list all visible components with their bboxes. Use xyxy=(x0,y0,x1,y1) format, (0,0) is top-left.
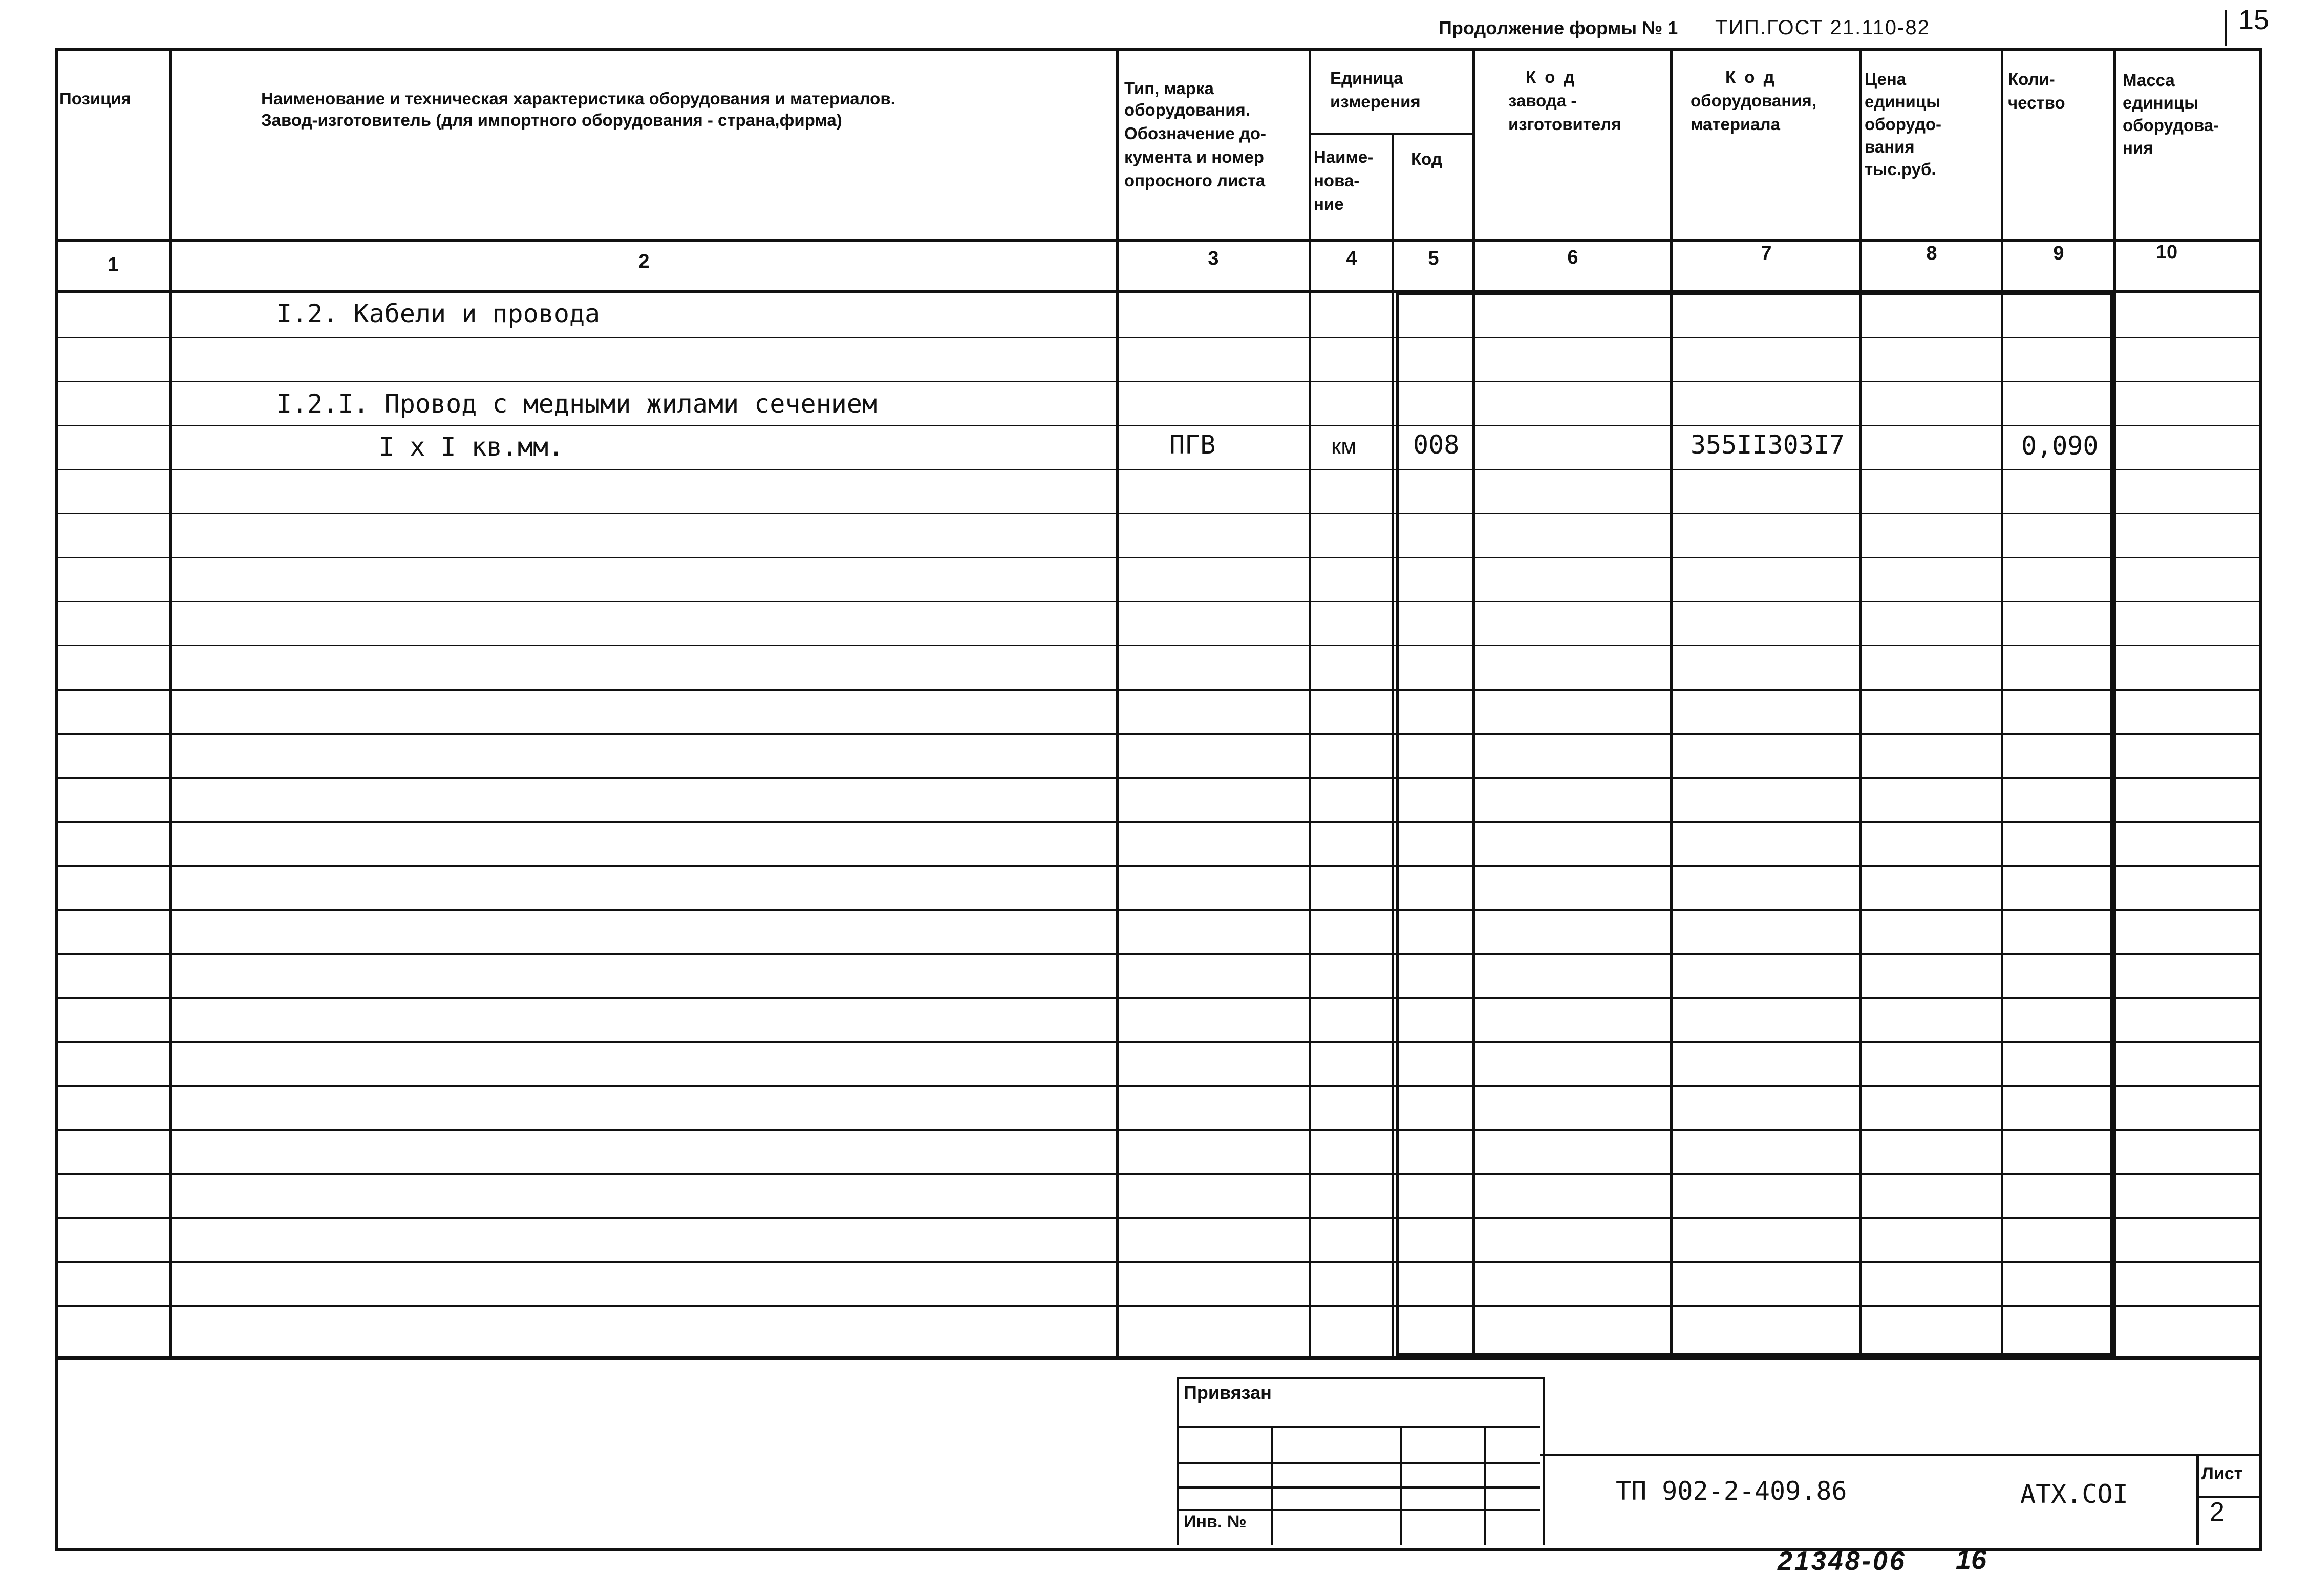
row-line xyxy=(55,733,2260,735)
col4-header-l1: Наиме- xyxy=(1314,147,1374,166)
col3-header-l3: Обозначение до- xyxy=(1124,124,1266,143)
header-bottom xyxy=(55,239,2260,242)
col8-header-l2: единицы xyxy=(1865,92,1941,111)
sheet-label: Лист xyxy=(2201,1464,2243,1483)
row-line xyxy=(55,777,2260,779)
col-line-2 xyxy=(1116,48,1119,1357)
row-line xyxy=(55,1261,2260,1263)
col6-header-l3: изготовителя xyxy=(1508,115,1621,134)
footer-page: 16 xyxy=(1956,1544,1987,1575)
stamp-v2 xyxy=(1400,1426,1402,1545)
row-line xyxy=(55,997,2260,999)
doc-number: ТП 902-2-409.86 xyxy=(1616,1476,1847,1506)
row-line xyxy=(55,1129,2260,1131)
col6-header-l2: завода - xyxy=(1508,91,1577,110)
privyazan-label: Привязан xyxy=(1184,1382,1272,1403)
col-num-7: 7 xyxy=(1761,243,1772,264)
col-line-3 xyxy=(1309,48,1311,1357)
row-line xyxy=(55,513,2260,514)
col10-header-l1: Масса xyxy=(2123,71,2175,90)
col7-header-l2: оборудования, xyxy=(1691,91,1816,110)
col5-header: Код xyxy=(1411,149,1442,168)
col4-header-l3: ние xyxy=(1314,195,1344,213)
number-row-bottom xyxy=(55,290,2260,293)
col-num-8: 8 xyxy=(1926,243,1937,264)
item-name-line1: I.2.I. Провод с медными жилами сечением xyxy=(276,389,878,419)
form-standard: ТИП.ГОСТ 21.110-82 xyxy=(1715,16,1930,39)
unit-divider xyxy=(1309,133,1473,135)
inv-label: Инв. № xyxy=(1184,1512,1247,1532)
row-line xyxy=(55,1305,2260,1307)
stamp-v1 xyxy=(1271,1426,1273,1545)
col10-header-l2: единицы xyxy=(2123,93,2199,112)
item-unit-code: 008 xyxy=(1413,430,1460,460)
col10-header-l4: ния xyxy=(2123,138,2153,157)
col8-header-l4: вания xyxy=(1865,137,1915,156)
row-line xyxy=(55,645,2260,646)
col4-header-l2: нова- xyxy=(1314,171,1360,190)
col9-header-l1: Коли- xyxy=(2008,70,2055,89)
row-line xyxy=(55,469,2260,470)
row-line xyxy=(55,865,2260,867)
row-line xyxy=(55,1085,2260,1087)
row-line xyxy=(55,821,2260,823)
col9-header-l2: чество xyxy=(2008,93,2065,112)
row-line xyxy=(55,381,2260,382)
unit-header-l2: измерения xyxy=(1330,92,1421,111)
row-line xyxy=(55,953,2260,955)
page-corner-number: 15 xyxy=(2238,5,2270,35)
col6-header-l1: К о д xyxy=(1526,68,1577,87)
col-num-5: 5 xyxy=(1428,248,1439,269)
col1-header: Позиция xyxy=(59,89,131,108)
row-line xyxy=(55,1173,2260,1175)
archive-number: 21348-06 xyxy=(1778,1546,1907,1576)
item-material-code: 355II303I7 xyxy=(1691,430,1845,460)
item-unit: км xyxy=(1331,434,1357,459)
doc-code: АТХ.СОI xyxy=(2020,1479,2128,1509)
col8-header-l5: тыс.руб. xyxy=(1865,160,1936,179)
col3-header-l5: опросного листа xyxy=(1124,171,1266,190)
row-line xyxy=(55,909,2260,911)
section-title: I.2. Кабели и провода xyxy=(276,299,601,329)
col-num-1: 1 xyxy=(108,254,119,275)
row-line xyxy=(55,1217,2260,1219)
col-num-9: 9 xyxy=(2053,243,2064,264)
form-continuation: Продолжение формы № 1 xyxy=(1439,17,1678,38)
col-num-3: 3 xyxy=(1208,248,1219,269)
col-num-10: 10 xyxy=(2155,242,2178,263)
row-line xyxy=(55,337,2260,338)
col3-header-l2: оборудования. xyxy=(1124,100,1250,119)
item-type: ПГВ xyxy=(1169,430,1216,460)
sheet-box-h xyxy=(2196,1496,2260,1498)
table-bottom xyxy=(55,1356,2260,1360)
sheet-box-line xyxy=(2196,1454,2199,1545)
col8-header-l1: Цена xyxy=(1865,70,1907,89)
col3-header-l4: кумента и номер xyxy=(1124,147,1264,166)
col-num-2: 2 xyxy=(638,251,650,272)
col-num-6: 6 xyxy=(1567,247,1578,268)
row-line xyxy=(55,689,2260,691)
row-line xyxy=(55,425,2260,426)
row-line xyxy=(55,557,2260,558)
col3-header-l1: Тип, марка xyxy=(1124,79,1214,98)
row-line xyxy=(55,1041,2260,1043)
item-quantity: 0,090 xyxy=(2021,431,2099,461)
col-num-4: 4 xyxy=(1346,248,1357,269)
item-name-line2: I x I кв.мм. xyxy=(379,432,564,462)
title-block-top xyxy=(1540,1454,2260,1456)
row-line xyxy=(55,601,2260,602)
col8-header-l3: оборудо- xyxy=(1865,115,1942,134)
col2-header-line2: Завод-изготовитель (для импортного оборудования - страна,фирма) xyxy=(261,111,842,130)
sheet-number: 2 xyxy=(2210,1497,2225,1527)
corner-mark xyxy=(2225,10,2227,46)
col10-header-l3: оборудова- xyxy=(2123,116,2219,135)
unit-header-l1: Единица xyxy=(1330,69,1403,88)
col7-header-l3: материала xyxy=(1691,115,1780,134)
col7-header-l1: К о д xyxy=(1725,68,1777,87)
col-line-1 xyxy=(169,48,172,1357)
col2-header-line1: Наименование и техническая характеристика оборудования и материалов. xyxy=(261,89,895,108)
stamp-v3 xyxy=(1484,1426,1486,1545)
